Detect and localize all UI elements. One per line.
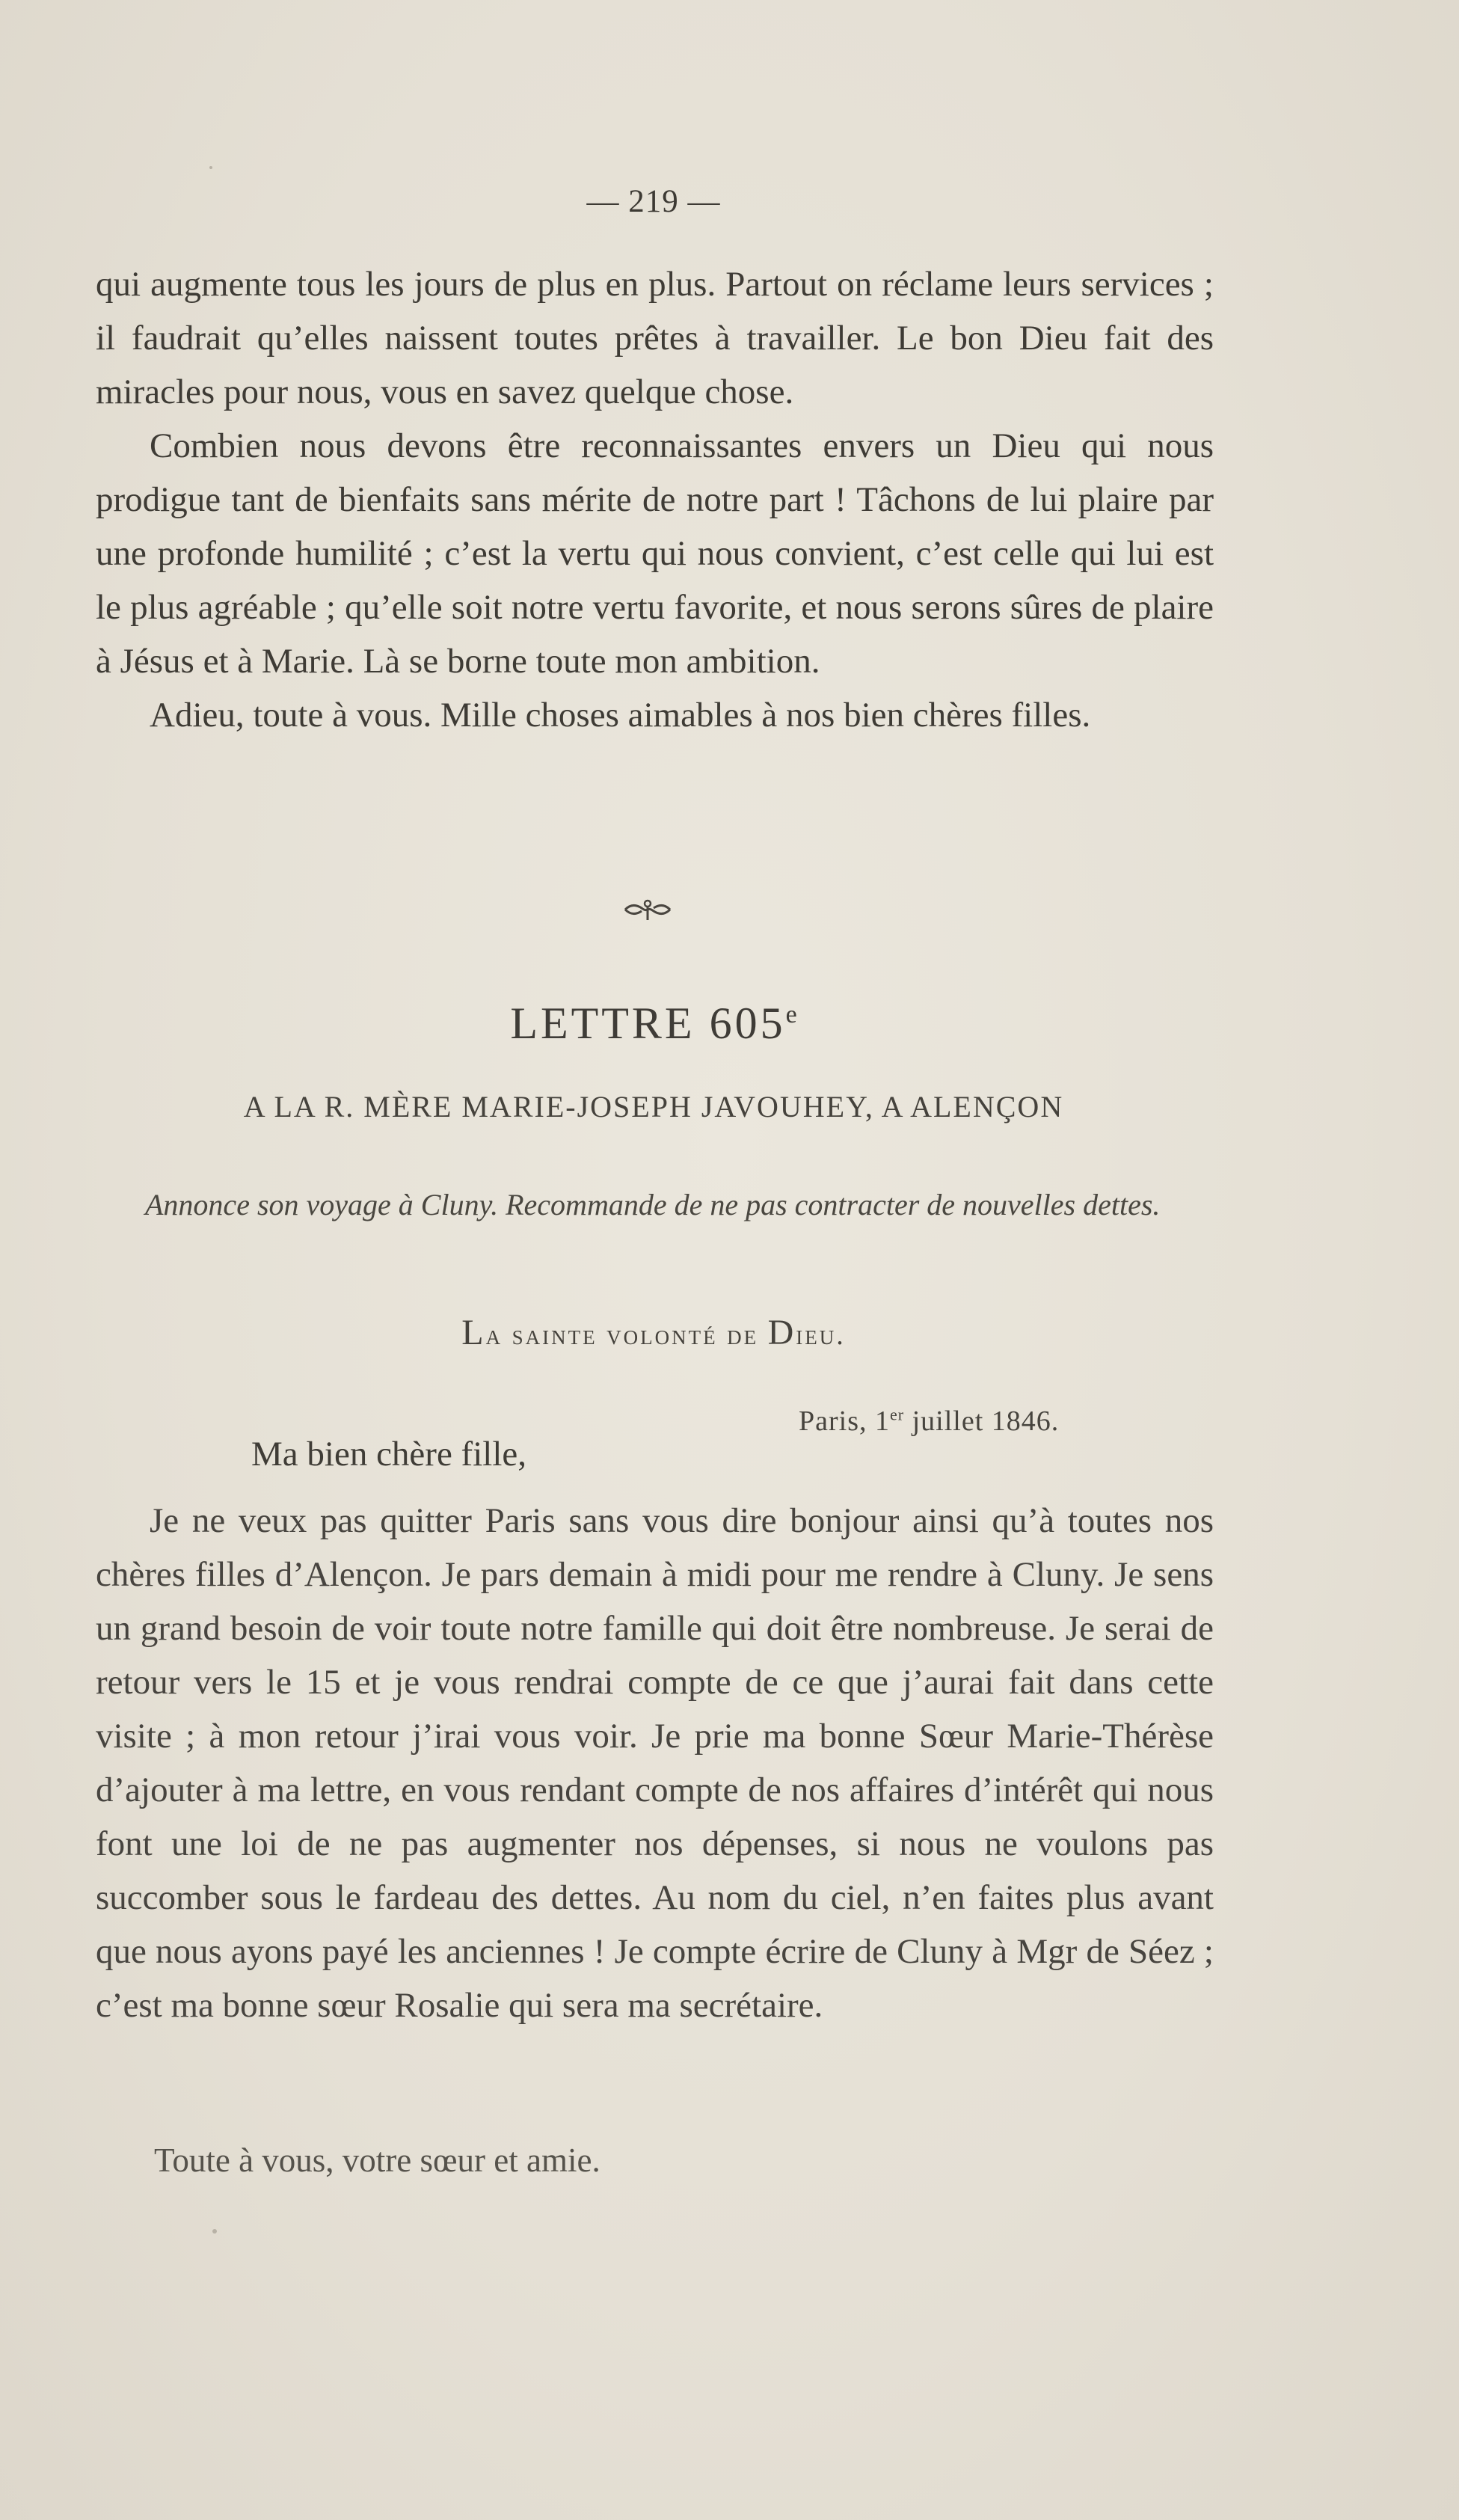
motto-d-initial: D	[767, 1313, 796, 1352]
letter-title	[0, 998, 1307, 1049]
letter-salutation: Ma bien chère fille,	[251, 1435, 526, 1474]
letter-summary: Annonce son voyage à Cluny. Recommande de ne pas contracter de nouvelles dettes.	[145, 1188, 1161, 1221]
letter-title-suffix: e	[785, 1001, 797, 1028]
paragraph: Je ne veux pas quitter Paris sans vous dire bonjour ainsi qu’à toutes nos chères filles d’Alençon. Je pars demain à midi pour me rendre à Cluny. Je sens un grand besoin de voir toute notre famille qui doit être nombreuse. Je serai de retour vers le 15 et je vous rendrai compte de ce que j’aurai fait dans cette visite ; à mon retour j’irai vous voir. Je prie ma bonne Sœur Marie-Thérèse d’ajouter à ma lettre, en vous rendant compte de nos affaires d’intérêt qui nous font une loi de ne pas augmenter nos dépenses, si nous ne voulons pas succomber sous le fardeau des dettes. Au nom du ciel, n’en faites plus avant que nous ayons payé les anciennes ! Je compte écrire de Cluny à Mgr de Séez ; c’est ma bonne sœur Rosalie qui sera ma secrétaire.	[96, 1501, 1214, 2025]
paragraph: Combien nous devons être reconnaissantes envers un Dieu qui nous prodigue tant de bienfaits sans mérite de notre part ! Tâchons de lui plaire par une profonde humilité ; c’est la vertu qui nous convient, c’est celle qui lui est le plus agréable ; qu’elle soit notre vertu favorite, et nous serons sûres de plaire à Jésus et à Marie. Là se borne toute mon ambition.	[96, 426, 1214, 681]
letter-closing: Toute à vous, votre sœur et amie.	[154, 2142, 601, 2179]
dateline-place: Paris, 1	[799, 1405, 890, 1437]
motto-end: ieu.	[796, 1319, 846, 1351]
paper-speck	[209, 166, 212, 169]
fleuron-ornament-icon	[621, 895, 675, 925]
motto-initial: L	[461, 1313, 486, 1352]
page-number: — 219 —	[586, 184, 721, 219]
paragraph: qui augmente tous les jours de plus en plus. Partout on réclame leurs services ; il faudrait qu’elles naissent toutes prêtes à travailler. Le bon Dieu fait des miracles pour nous, vous en savez quelque chose.	[96, 265, 1214, 411]
motto-middle: a sainte volonté de	[485, 1319, 768, 1351]
paper-speck	[212, 2229, 217, 2234]
dateline-date: juillet 1846.	[904, 1405, 1060, 1437]
previous-letter-ending	[96, 257, 1214, 742]
dateline-ordinal: er	[890, 1405, 905, 1424]
letter-recipient: A LA R. MÈRE MARIE-JOSEPH JAVOUHEY, A ALENÇON	[243, 1090, 1064, 1123]
paragraph: Adieu, toute à vous. Mille choses aimables à nos bien chères filles.	[150, 696, 1091, 735]
letter-body	[96, 1494, 1214, 2032]
letter-motto	[0, 1312, 1307, 1353]
letter-dateline	[799, 1405, 1059, 1438]
letter-title-text: LETTRE 605	[510, 999, 786, 1048]
